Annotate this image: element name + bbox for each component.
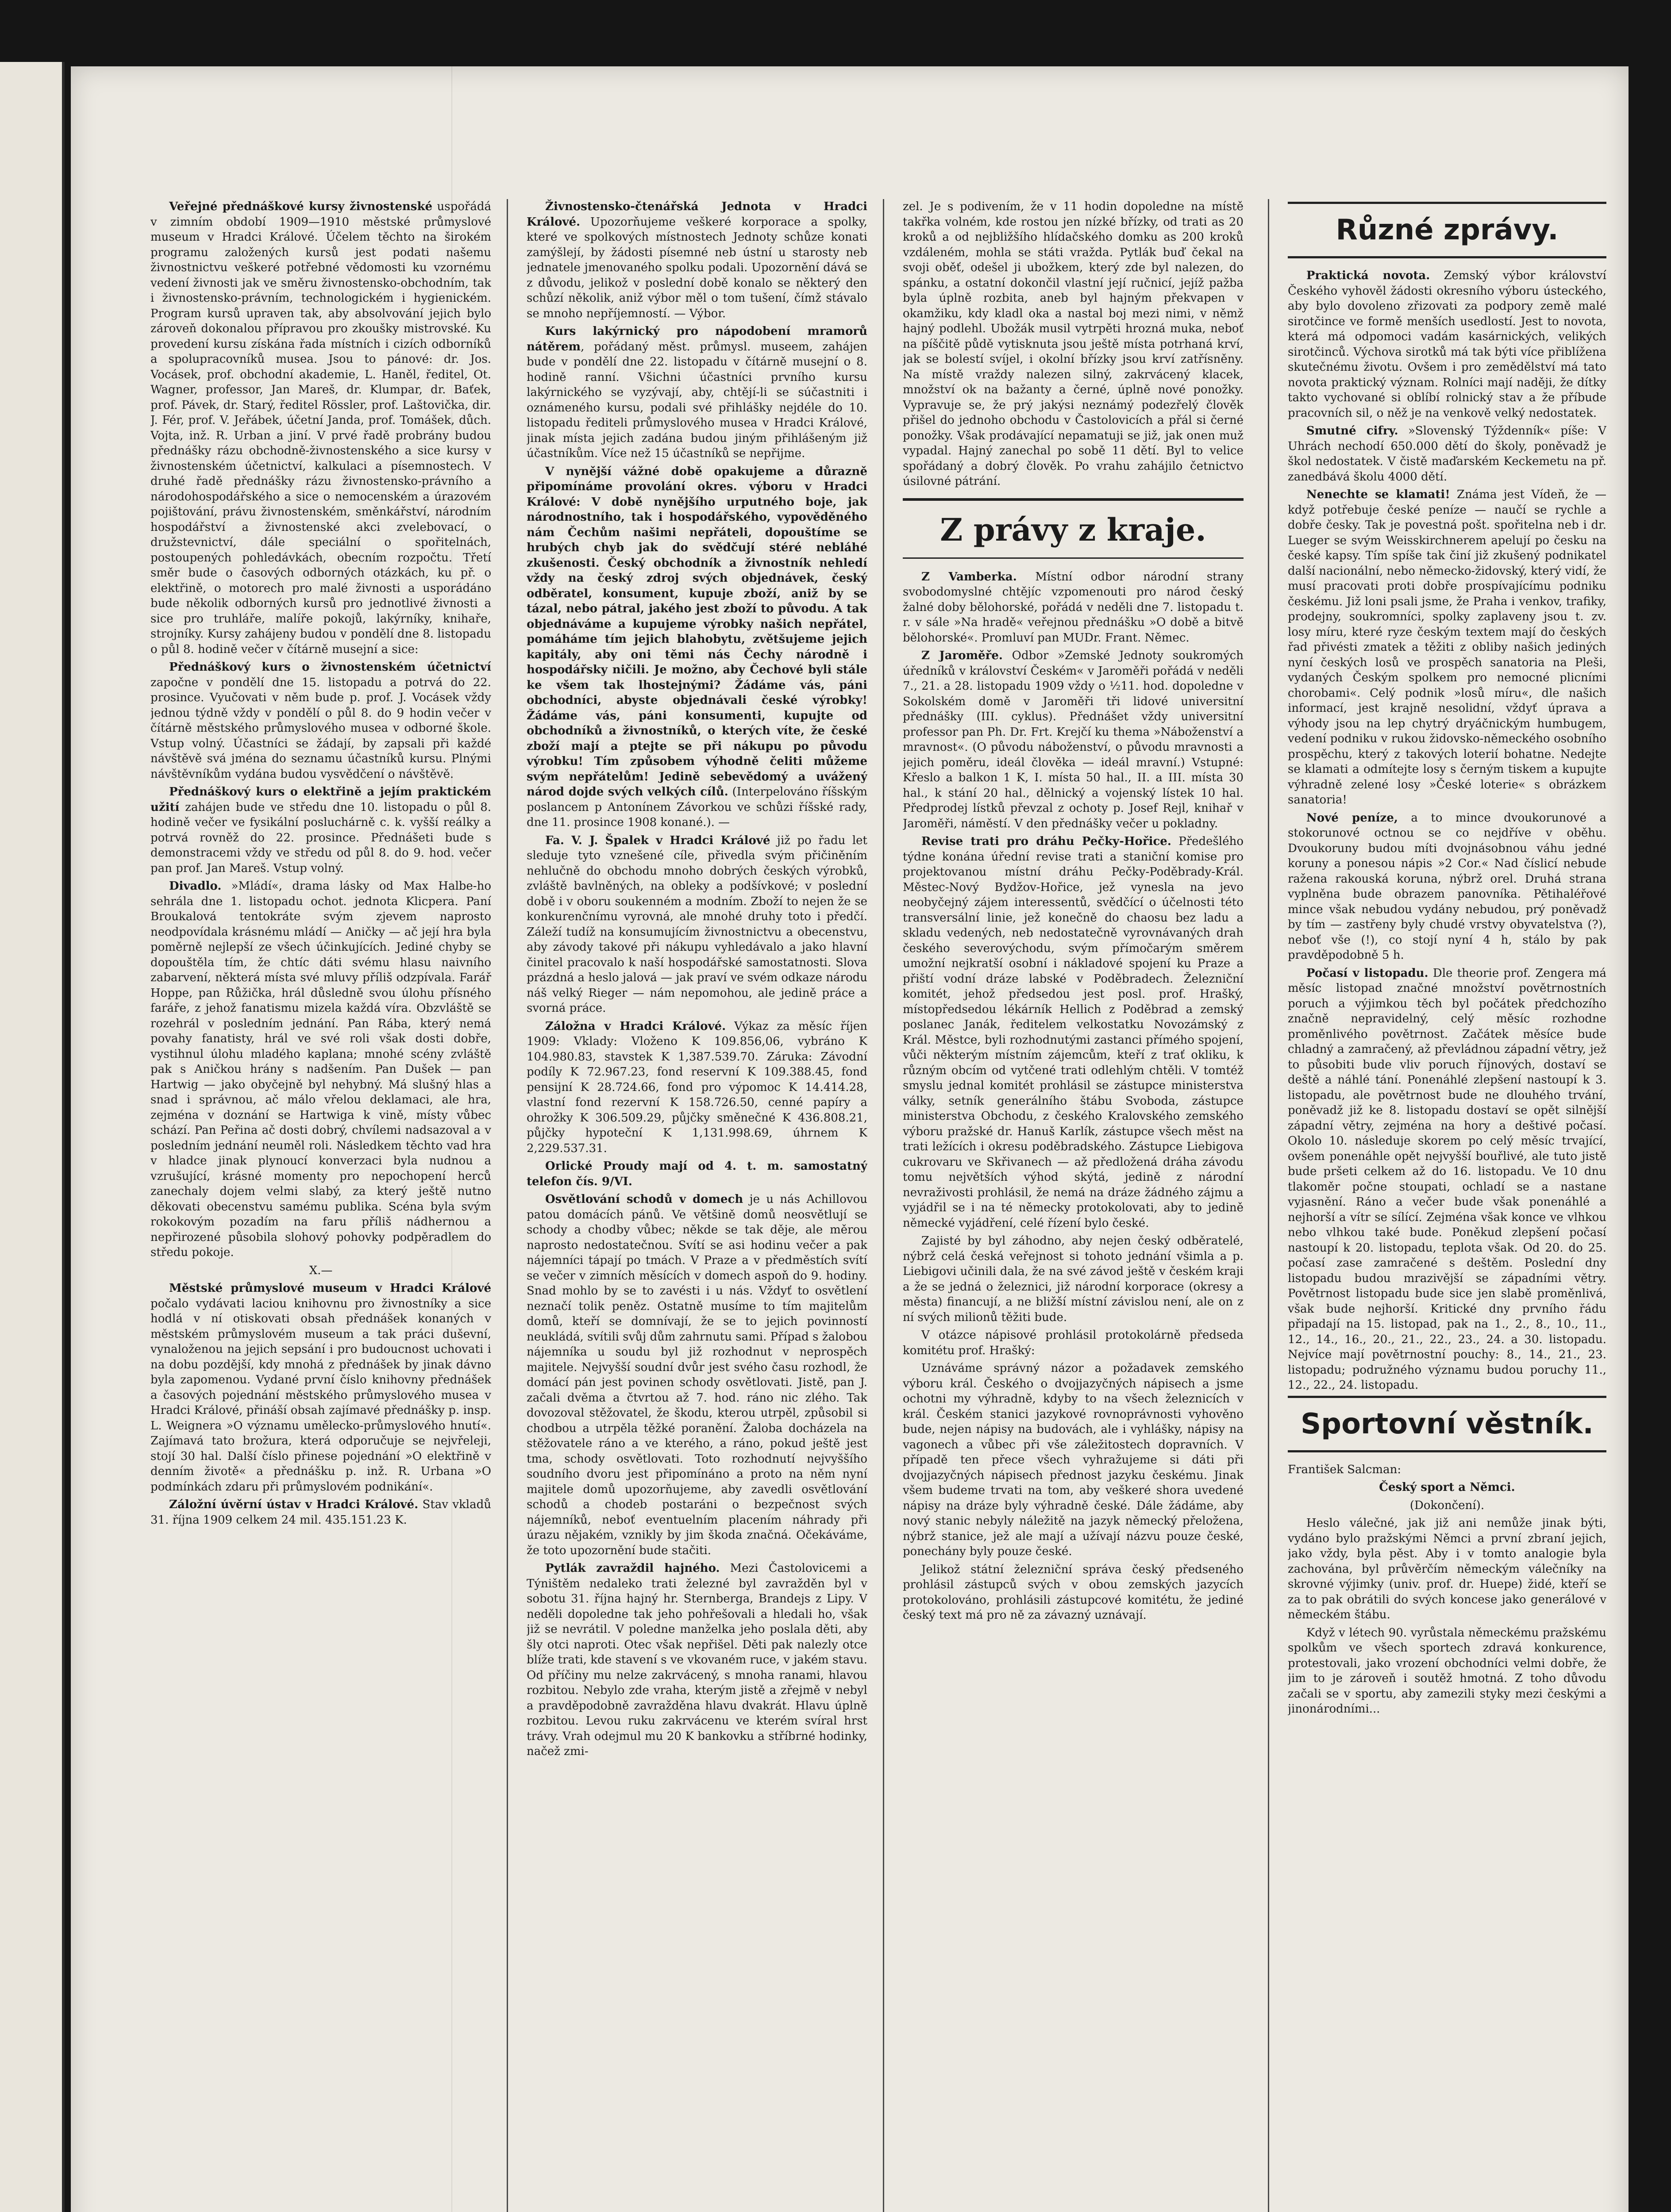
article-text: zel. Je s podivením, že v 11 hodin dopoledne na místě takřka volném, kde rostou jen nízké břízky, od trati as 20 kroků a od nejbližšího hlídačského domku as 200 kroků vzdáleném, mohla se státi vražda. Pytlák buď čekal na svoji oběť, odešel ji ubožkem, který zde byl nalezen, do spánku, a ostatní dokončil vlastní její ručnicí, jejíž pažba byla úplně rozbita, aneb byl hajným překvapen v okamžiku, kdy kladl oka a nastal boj mezi nimi, v němž hajný podlehl. Ubožák musil vytrpěti hrozná muka, neboť na píščitě půdě vytisknuta jsou ještě místa potrhaná krví, jak se bolestí svíjel, i okolní břízky jsou krví zatřísněny. Na místě vraždy nalezen silný, zakrvácený klacek, množství ok na bažanty a černé, úplně nové ponožky. Vypravuje se, že prý jakýsi neznámý podezřelý člověk přišel do jednoho obchodu v Častolovicích a přál si černé ponožky. Však prodávající nepamatuji se již, jak onen muž vypadal. Hajný zanechal po sobě 11 dětí. Byl to velice spořádaný a dobrý člověk. Po vrahu zahájilo četnictvo úsilovné pátrání.	[903, 200, 1244, 488]
article-lead: Počasí v listopadu.	[1306, 966, 1428, 980]
article-lead: Záložna v Hradci Králové.	[545, 1019, 726, 1033]
article-paragraph	[903, 834, 1244, 1231]
article-text: uspořádá v zimním období 1909—1910 městské průmyslové museum v Hradci Králové. Účelem těchto na širokém programu založených kursů jest podati našemu živnostnictvu veškeré potřebné vědomosti ku vzornému vedení živnosti jak ve směru živnostensko-obchodním, tak i živnostensko-právním, technologickém i hygienickém. Program kursů upraven tak, aby absolvování jejich bylo zároveň dokonalou přípravou pro zkoušky mistrovské. Ku provedení kursu získána řada místních i cizích odborníků a spolupracovníků musea. Jsou to pánové: dr. Jos. Vocásek, prof. obchodní akademie, L. Haněl, ředitel, Ot. Wagner, professor, Jan Mareš, dr. Klumpar, dr. Baťek, prof. Pávek, dr. Starý, ředitel Rössler, prof. Laštovička, dir. J. Fér, prof. V. Jeřábek, účetní Janda, prof. Tomášek, důch. Vojta, inž. R. Urban a jiní. V prvé řadě probrány budou přednášky rázu obchodně-živnostenského a sice kursy v živnostenském účetnictví, kalkulaci a písemnostech. V druhé řadě přednášky rázu živnostensko-právního a národohospodářského a sice o nemocenském a úrazovém pojištování, právu živnostenském, směnkářství, národním hospodářství a živnostenské akci zvelebovací, o družstevnictví, dále speciální o spořitelnách, postoupených pohledávkách, obecním rozpočtu. Třetí směr bude o časových odborných otázkách, ku př. o elektřině, o motorech pro malé živnosti a usporádáno bude několik odborných kursů pro jednotlivé živnosti a sice pro truhláře, malíře pokojů, lakýrníky, knihaře, strojníky. Kursy zahájeny budou v pondělí dne 8. listopadu o půl 8. hodině večer v čítárně musejní a sice:	[150, 200, 491, 656]
column-3	[903, 199, 1244, 2212]
section-heading: Různé zprávy.	[1288, 202, 1606, 258]
article-lead: Přednáškový kurs o živnostenském účetnictví	[169, 661, 491, 674]
article-lead: Praktická novota.	[1306, 269, 1430, 282]
article-paragraph	[150, 879, 491, 1260]
article-paragraph	[1288, 810, 1606, 963]
article-text: Dle theorie prof. Zengera má měsíc listopad značné množství povětrnostních poruch a výjimkou těch byl počátek předchozího značně nepravidelný, celý měsíc rozhodne proměnlivého povětrnost. Začátek měsíce bude chladný a zamračený, až převládnou západní větry, jež to působiti bude vliv poruch říjnových, dostaví se deště a náhlé tání. Ponenáhlé zlepšení nastoupí k 3. listopadu, ale povětrnost bude ne dlouhého trvání, poněvadž již ke 8. listopadu dostaví se opět silnější západní větry, zejména na hory a deštivé počasí. Okolo 10. následuje skorem po celý měsíc trvající, ovšem ponenáhle opět nejvyšší bouřlivé, ale tuto jistě bude pršeti celkem až do 16. listopadu. Ve 10 dnu tlakoměr počne stoupati, ochladí se a nastane vyjasnění. Ráno a večer bude však ponenáhlé a nejhorší a vítr se sílící. Zejména však konce ve vlhkou nebo vlhkou také bude. Poněkud zlepšení počasí nastoupí k 20. listopadu, teplota však. Od 20. do 25. počasí zase zamračené s deštěm. Poslední dny listopadu budou mrazivější se západními větry. Povětrnost listopadu bude sice jen slabě proměnlivá, však bude nejhorší. Kritické dny prvního řádu připadají na 15. listopad, pak na 1., 2., 8., 10., 11., 12., 14., 16., 20., 21., 22., 23., 24. a 30. listopadu. Nejvíce mají povětrnostní pouchy: 8., 14., 21., 23. listopadu; podružného významu budou poruchy 11., 12., 22., 24. listopadu.	[1288, 966, 1606, 1392]
article-text: Zajisté by byl záhodno, aby nejen český odběratelé, nýbrž celá česká veřejnost si tohoto jednání všimla a p. Liebigovi učinili dala, že na své závod ještě v českém kraji a že se jedná o železnici, již národní korporace (okresy a města) financují, a ne bližší místní závislou není, ale on z ní svých milionů těžiti bude.	[903, 1234, 1244, 1324]
article-paragraph	[1288, 1498, 1606, 1513]
article-text: již po řadu let sleduje tyto vznešené cíle, přivedla svým přičiněním nehlučně do obchodu mnoho dobrých českých výrobků, zvláště bavlněných, na obleky a podšívkové; v poslední době i v oboru soukenném a modním. Zboží to nejen že se konkurenčnímu vyrovná, ale mnohé druhy toto i předčí. Záleží tudíž na konsumujícím živnostnictvu a obecenstvu, aby závody takové při nákupu vyhledávalo a jako hlavní činitel pracovalo k naší hospodářské samostatnosti. Slova prázdná a heslo jalová — jak praví ve svém odkaze národu náš velký Rieger — nám nepomohou, ale jedině práce a svorná práce.	[527, 833, 867, 1015]
article-text: X.—	[309, 1263, 333, 1277]
section-heading: Z právy z kraje.	[903, 498, 1244, 559]
article-paragraph	[903, 569, 1244, 646]
article-paragraph	[903, 1562, 1244, 1623]
article-lead: V nynější vážné době opakujeme a důrazně připomínáme provolání okres. výboru v Hradci Králové: V době nynějšího urputného boje, jak národnostního, tak i hospodářského, vypověděného nám Čechům našimi nepřáteli, dopouštíme se hrubých chyb jak do svědčují stéré nebláhé zkušenosti. Český obchodník a živnostník nehledí vždy na český zdroj svých objednávek, český odběratel, konsument, kupuje zboží, aniž by se tázal, nebo pátral, jakého jest zboží to původu. A tak objednáváme a kupujeme výrobky našich nepřátel, pomáháme tím jejich blahobytu, zvětšujeme jejich kapitály, aby oni těmi nás Čechy národně i hospodářsky ničili. Je možno, aby Čechové byli stále ke všem tak lhostejnými? Žádáme vás, páni obchodníci, abyste objednávali české výrobky! Žádáme vás, páni konsumenti, kupujte od obchodníků a živnostníků, o kterých víte, že české zboží mají a ptejte se při nákupu po původu výrobku! Tím způsobem výhodně čeliti můžeme svým nepřátelům! Jedině sebevědomý a uvážený národ dojde svých velkých cílů.	[527, 465, 867, 799]
article-lead: Záložní úvěrní ústav v Hradci Králové.	[169, 1498, 419, 1511]
article-lead: Z Vamberka.	[921, 570, 1017, 584]
article-lead: Veřejné přednáškové kursy živnostenské	[169, 200, 432, 213]
article-paragraph	[1288, 1462, 1606, 1478]
article-text: »Slovenský Týždenník« píše: V Uhrách nechodí 650.000 dětí do školy, poněvadž je škol nedostatek. V čistě maďarském Keckemetu na př. zanedbává školu 4000 dětí.	[1288, 424, 1606, 484]
article-text: František Salcman:	[1288, 1463, 1401, 1476]
article-text: Mezi Častolovicemi a Týništěm nedaleko trati železné byl zavražděn byl v sobotu 31. října hajný hr. Sternberga, Brandejs z Lipy. V neděli dopoledne tak jeho pohřešovali a hledali ho, však již se nevrátil. V poledne manželka jeho poslala děti, aby šly otci naproti. Otec však nepřišel. Děti pak nalezly otce blíže trati, kde stavení s ve vkovaném ruce, v jakém stavu. Od příčiny mu nelze zakrvácený, s mnoha ranami, hlavou rozbitou. Nebylo zde vraha, kterým jistě a zřejmě v nebyl a pravděpodobně zavražděna hlavu dvakrát. Hlavu úplně rozbitou. Levou ruku zakrvácenu ve kterém svíral hrst trávy. Vrah odejmul mu 20 K bankovku a stříbrné hodinky, načež zmi-	[527, 1562, 867, 1758]
article-paragraph	[903, 1328, 1244, 1358]
article-text: Stav vkladů 31. října 1909 celkem 24 mil. 435.151.23 K.	[150, 1498, 491, 1527]
article-lead: Smutné cifry.	[1306, 424, 1398, 438]
article-text: Jelikož státní železniční správa český předseného prohlásil zástupců svých v obou zemských jazycích protokolováno, prohlásili zástupcové komitétu, že jediné český text má pro ně za závazný uznávají.	[903, 1563, 1244, 1622]
column-2	[527, 199, 867, 2212]
article-lead: Český sport a Němci.	[1379, 1481, 1515, 1494]
article-lead: Revise trati pro dráhu Pečky-Hořice.	[921, 835, 1171, 848]
article-lead: Nové peníze,	[1306, 811, 1398, 825]
article-paragraph	[1288, 966, 1606, 1393]
article-text: Předešlého týdne konána úřední revise trati a staniční komise pro projektovanou místní dráhu Pečky-Poděbrady-Král. Městec-Nový Bydžov-Hořice, jež vynesla na jevo neobyčejný zájem interessentů, svědčící o účelnosti této transversální linie, jež konečně do chaosu bez ladu a skladu vedených, neb nedostatečně vyrovnávaných drah českého severovýchodu, svým přímočarým směrem umožní nejkratší osobní i nákladové spojení ku Praze a přiští vodní dráze labské v Poděbradech. Železniční komitét, jehož předsedou jest posl. prof. Hrašký, místopředsedou lékárník Hellich z Poděbrad a zemský poslanec Janák, ředitelem velkostatku Novozámský z Král. Městce, byli rozhodnutými zastanci přímého spojení, vůči některým místním zájemcům, kteří z trať okliku, k různým obcím od vytčené trati odlehlým chtěli. V tomtéž smyslu jednal komitét prohlásil se zástupce ministerstva války, setník generálního štábu Svoboda, zástupce ministerstva Obchodu, z českého Kralovského zemského výboru pražské dr. Hanuš Karlík, zástupce všech měst na trati ležících i okresu poděbradského. Zástupce Liebigova cukrovaru ve Skřivanech — až předložená dráha závodu tomu největších výhod skýtá, jedině z národní nevraživosti prohlásil, že nemá na dráze žádného zájmu a vyjádřil se i na té německy protokolovati, aby to jedině německé vyjádření, celé řízení bylo české.	[903, 835, 1244, 1230]
article-lead: Živnostensko-čtenářská Jednota v Hradci Králové.	[527, 200, 867, 229]
article-paragraph	[1288, 1516, 1606, 1623]
section-heading: Sportovní věstník.	[1288, 1396, 1606, 1452]
article-paragraph	[527, 324, 867, 461]
article-lead: Nenechte se klamati!	[1306, 488, 1450, 501]
article-paragraph	[903, 199, 1244, 489]
article-paragraph	[150, 1263, 491, 1279]
article-text: (Interpelováno říšským poslancem p Antonínem Závorkou ve schůzi říšské rady, dne 11. prosince 1908 konané.). —	[527, 785, 867, 829]
article-paragraph	[1288, 423, 1606, 484]
article-text: Výkaz za měsíc říjen 1909: Vklady: Vloženo K 109.856,06, vybráno K 104.980.83, stavstek K 1,387.539.70. Záruka: Závodní podíly K 72.967.23, fond reservní K 109.388.45, fond pensijní K 28.724.66, fond pro výpomoc K 14.414.28, vlastní fond rezervní K 158.726.50, cenné papíry a ohrožky K 306.509.29, půjčky směnečné K 436.808.21, půjčky hypoteční K 1,131.998.69, úhrnem K 2,229.537.31.	[527, 1019, 867, 1155]
article-paragraph	[150, 1281, 491, 1494]
article-paragraph	[903, 1233, 1244, 1325]
article-paragraph	[903, 648, 1244, 831]
article-paragraph	[1288, 1625, 1606, 1717]
article-text: , pořádaný měst. průmysl. museem, zahájen bude v pondělí dne 22. listopadu v čítárně musejní o 8. hodině ranní. Všichni účastníci prvního kursu lakýrnického se vyzývají, aby, chtějí-li se súčastniti i oznámeného kursu, podali své přihlášky nejdéle do 10. listopadu řediteli průmyslového musea v Hradci Králové, jinak místa jejich zadána budou jiným přihlášeným již účastníkům. Více než 15 účastníků se nepřijme.	[527, 340, 867, 460]
article-text: (Dokončení).	[1409, 1498, 1485, 1512]
article-text: »Mládí«, drama lásky od Max Halbe-ho sehrála dne 1. listopadu ochot. jednota Klicpera. Paní Broukalová tentokráte svým zjevem naprosto neodpovídala krásnému mládí — Aničky — ač její hra byla poměrně nejlepší ze všech účinkujících. Jediné chyby se dopouštěla tím, že chtíc dáti svému hlasu naivního zabarvení, některá místa své mluvy příliš odzpívala. Farář Hoppe, pan Růžička, hrál důsledně svou úlohu přísného faráře, z jehož fanatismu mizela každá víra. Obzvláště se rozehrál v posledním jednání. Pan Rába, který nemá povahy fanatisty, hrál ve své roli však dosti dobře, vystihnul úlohu mladého kaplana; mnohé scény zvláště pak s Aničkou hrány s nadšením. Pan Dušek — pan Hartwig — jako obyčejně byl nehybný. Má slušný hlas a snad i správnou, ač málo vřelou deklamaci, ale hra, zejména v doznání se Hartwiga k vině, místy vůbec schází. Pan Peřina ač dosti dobrý, chvílemi nadsazoval a v posledním jednání neuměl roli. Následkem těchto vad hra v hladce jinak plynoucí konverzaci byla nudnou a vzrušující, krásné momenty pro nepochopení herců zanechaly dojem velmi slabý, za který ještě nutno děkovati obecenstvu samému publika. Scéna byla svým rokokovým pozadím na faru příliš nádhernou a nepřirozené působila slohový pohovky podpěradlem do středu pokoje.	[150, 879, 491, 1259]
article-paragraph	[527, 199, 867, 321]
article-paragraph	[1288, 487, 1606, 808]
article-lead: Divadlo.	[169, 879, 222, 893]
article-lead: Fa. V. J. Špalek v Hradci Králové	[545, 833, 770, 847]
left-page-edge	[0, 62, 65, 2212]
article-text: Heslo válečné, jak již ani nemůže jinak býti, vydáno bylo pražskými Němci a první zbraní jejich, jako vždy, byla pěst. Aby i v tomto analogie byla zachována, byl průvěrčím německým válečníky na skrovné výjimky (univ. prof. dr. Huepe) židé, kteří se za to pak obrátili do svých koncese jako generálové v německém štábu.	[1288, 1517, 1606, 1621]
column-rule	[883, 199, 884, 2212]
article-paragraph	[527, 464, 867, 830]
newspaper-page	[71, 66, 1629, 2212]
article-lead: Z Jaroměře.	[921, 649, 1003, 662]
article-paragraph	[527, 833, 867, 1016]
column-4	[1288, 199, 1606, 2212]
article-text: Uznáváme správný názor a požadavek zemského výboru král. Českého o dvojjazyčných nápisech a jsme ochotni my výhradně, kdyby to na všech železnicích v král. Českém stanici jazykové rovnoprávnosti vyhověno bude, nejen nápisy na budovách, ale i vyhlášky, nápisy na vagonech a vůbec při vše záležitostech dopravních. V případě ten přece všech vyhražujeme si dáti při dvojjazyčných nápisech přednost jazyku českému. Jinak všem budeme trvati na tom, aby veškeré shora uvedené nápisy na dráze byly výhradně české. Dále žádáme, aby nový stanic nebyly náležitě na jazyk německý přeložena, nýbrž stanice, jež ale mají a užívají názvu pouze české, ponechány byly pouze české.	[903, 1362, 1244, 1558]
article-paragraph	[150, 199, 491, 657]
article-text: Když v létech 90. vyrůstala německému pražskému spolkům ve všech sportech zdravá konkurence, protestovali, jako vrození obchodníci velmi dobře, že jim to je zároveň i soutěž hmotná. Z toho důvodu začali se v sportu, aby zamezili styky mezi českými a jinonárodními...	[1288, 1626, 1606, 1716]
article-paragraph	[150, 660, 491, 782]
article-lead: Přednáškový kurs o elektřině a jejím praktickém užití	[150, 785, 491, 814]
article-paragraph	[527, 1159, 867, 1189]
article-paragraph	[1288, 268, 1606, 421]
article-text: Odbor »Zemské Jednoty soukromých úředníků v království Českém« v Jaroměři pořádá v neděli 7., 21. a 28. listopadu 1909 vždy o ½11. hod. dopoledne v Sokolském domě v Jaroměři tři lidové universitní přednášky (III. cyklus). Přednášet vždy universitní professor pan Ph. Dr. Frt. Krejčí ku thema »Náboženství a mravnost«. (O původu náboženství, o původu mravnosti a jejich poměru, ideál člověka — ideál mravní.) Vstupné: Křeslo a balkon 1 K, I. místa 50 hal., II. a III. místa 30 hal., k stání 20 hal., dělnický a vojenský lístek 10 hal. Předprodej lístků převzal z ochoty p. Josef Rejl, knihař v Jaroměři, náměstí. V den přednášky večer u pokladny.	[903, 649, 1244, 830]
article-paragraph	[527, 1561, 867, 1759]
article-text: Upozorňujeme veškeré korporace a spolky, které ve spolkových místnostech Jednoty schůze konati zamýšlejí, by žádosti písemné neb ústní u starosty neb jednatele jmenovaného spolku podali. Upozornění dává se z důvodu, jelikož v poslední době konalo se některý den schůzí několik, aniž výbor měl o tom tušení, čímž stávalo se mnoho nepříjemností. — Výbor.	[527, 215, 867, 320]
article-title	[1288, 1480, 1606, 1495]
article-text: a to mince dvoukorunové a stokorunové octnou se co nejdříve v oběhu. Dvoukoruny budou míti dvojnásobnou váhu jedné koruny a ponesou nápis »2 Cor.« Nad číslicí nebude ražena rakouská koruna, nýbrž orel. Druhá strana vyplněna bude obrazem panovníka. Pětihaléřové mince však nebudou vydány nebudou, prý poněvadž by tím — zastřeny byly chudé vrstvy obyvatelstva (?), neboť vše (!), co stojí nyní 4 h, stálo by pak pravděpodobně 5 h.	[1288, 811, 1606, 962]
article-text: Místní odbor národní strany svobodomyslné chtějíc vzpomenouti pro národ český žalné doby bělohorské, pořádá v neděli dne 7. listopadu t. r. v sále »Na hradě« veřejnou přednášku »O době a bitvě bělohorské«. Promluví pan MUDr. Frant. Němec.	[903, 570, 1244, 645]
article-paragraph	[150, 784, 491, 876]
article-text: zahájen bude ve středu dne 10. listopadu o půl 8. hodině večer ve fysikální posluchárně c. k. vyšší reálky a potrvá rovněž do 22. prosince. Přednášeti bude s demonstracemi vždy ve středu od půl 8. do 9. hod. večer pan prof. Jan Mareš. Vstup volný.	[150, 800, 491, 875]
article-lead: Osvětlování schodů v domech	[545, 1193, 743, 1206]
article-lead: Orlické Proudy mají od 4. t. m. samostatný telefon čís. 9/VI.	[527, 1160, 867, 1188]
article-paragraph	[527, 1019, 867, 1156]
article-paragraph	[150, 1497, 491, 1528]
article-paragraph	[903, 1361, 1244, 1559]
article-paragraph	[527, 1192, 867, 1558]
article-lead: Kurs lakýrnický pro nápodobení mramorů nátěrem	[527, 325, 867, 353]
article-text: Zemský výbor království Českého vyhověl žádosti okresního výboru ústeckého, aby bylo dovoleno zřizovati za podpory země malé sirotčince ve formě menších usedlostí. Jest to novota, která má odpomoci vadám kasárnických, velikých sirotčinců. Výchova sirotků má tak býti více přiblížena skutečnému životu. Ovšem i pro zemědělství má tato novota praktický význam. Rolníci mají naději, že dítky takto vychované si oblíbí rolnický stav a že příbude pracovních sil, o něž je na venkově velký nedostatek.	[1288, 269, 1606, 420]
article-lead: Pytlák zavraždil hajného.	[545, 1562, 720, 1575]
column-rule	[1268, 199, 1269, 2212]
article-text: je u nás Achillovou patou domácích pánů. Ve většině domů neosvětlují se schody a chodby vůbec; někde se tak děje, ale měrou naprosto nedostatečnou. Svítí se asi hodinu večer a pak nájemníci tápají po tmách. V Praze a v předměstích svítí se večer v zimních měsících v domech aspoň do 9. hodiny. Snad mohlo by se to zavésti i u nás. Vždyť to osvětlení neznačí tolik peněz. Ostatně musíme to tím majitelům domů, kteří se domnívají, že se to jejich povinností neukládá, svítili svůj dům zahrnutu sami. Případ s žalobou nájemníka u soudu byl již rozhodnut v neprospěch majitele. Nejvyšší soudní dvůr jest svého času rozhodl, že domácí pán jest povinen schody osvětlovati. Jistě, pan J. začali dvěma a čtvrtou až 7. hod. ráno nic zlého. Tak dovozoval stěžovatel, že škodu, kterou utrpěl, způsobil si chodbou a utrpěla těžké poranění. Žaloba docházela na stěžovatele ráno a ve kterého, a ráno, pokud ještě jest tma, schody osvětlovati. Toto rozhodnutí nejvyššího soudního dvoru jest připomínáno a proto na něm nyní majitele domů upozorňujeme, aby zavedli osvětlování schodů a chodeb postaráni o bezpečnost svých nájemníků, neboť eventuelním placením náhrady při úrazu nějakém, vznikly by jim škoda značná. Očekáváme, že toto upozornění bude stačiti.	[527, 1193, 867, 1557]
column-rule	[507, 199, 508, 2212]
article-text: V otázce nápisové prohlásil protokolárně předseda komitétu prof. Hrašký:	[903, 1329, 1244, 1357]
article-text: Známa jest Vídeň, že — když potřebuje české peníze — naučí se rychle a dobře česky. Tak je povestná pošt. spořitelna neb i dr. Lueger se svým Weisskirchnerem apelují po česku na české kapsy. Tím spíše tak činí již zkušený podnikatel další nacionální, nebo německo-židovský, který vidí, že musí pracovati proti dobře prospívajícímu podniku českému. Již loni psali jsme, že Praha i venkov, trafiky, prodejny, soukromníci, spolky zaplaveny jsou t. zv. losy míru, které ryze českým textem mají do českých řad přivésti zmatek a těžiti z obliby našich jediných nyní českých losů ve prospěch sanatoria na Pleši, vydaných Českým spolkem pro nemocné plicními chorobami«. Celý podnik »losů míru«, dle našich informací, jest krajně nesolidní, vždyť úprava a výhody jsou na lep chytrý dryáčnickým humbugem, vedení podniku v rukou židovsko-německého osobního prospěchu, který z takových loterií bohatne. Nedejte se klamati a odmítejte losy s černým tiskem a kupujte výhradně zelené losy »České loterie« s obrázkem sanatoria!	[1288, 488, 1606, 806]
article-text: započne v pondělí dne 15. listopadu a potrvá do 22. prosince. Vyučovati v něm bude p. prof. J. Vocásek vždy jednou týdně vždy v pondělí o půl 8. do 9 hodin večer v čítárně městského průmyslového musea v odborné škole. Vstup volný. Účastníci se žádají, by zapsali při každé návštěvě svá jména do seznamu účastníků kursu. Plnými návštěvníkům vydána budou vysvědčení o návštěvě.	[150, 676, 491, 781]
article-lead: Městské průmyslové museum v Hradci Králové	[169, 1282, 491, 1295]
column-1	[150, 199, 491, 2212]
article-text: počalo vydávati laciou knihovnu pro živnostníky a sice hodlá v ní otiskovati obsah přednášek konaných v městském průmyslovém museum a tak práci duševní, vynaloženou na jejich sepsání i pro budoucnost uchovati i na dobu pozdější, kdy mnohá z přednášek by jinak dávno byla zapomenou. Vydané první číslo knihovny přednášek a časových pojednání městského průmyslového musea v Hradci Králové, přináší obsah zajímavé přednášky p. insp. L. Weignera »O významu umělecko-průmyslového hnutí«. Zajímavá tato brožura, která odporučuje se nejvřeleji, stojí 30 hal. Další číslo přinese pojednání »O elektřině v denním životě« a přednášku p. inž. R. Urbana »O podmínkách zdaru při průmyslovém podnikání«.	[150, 1297, 491, 1494]
